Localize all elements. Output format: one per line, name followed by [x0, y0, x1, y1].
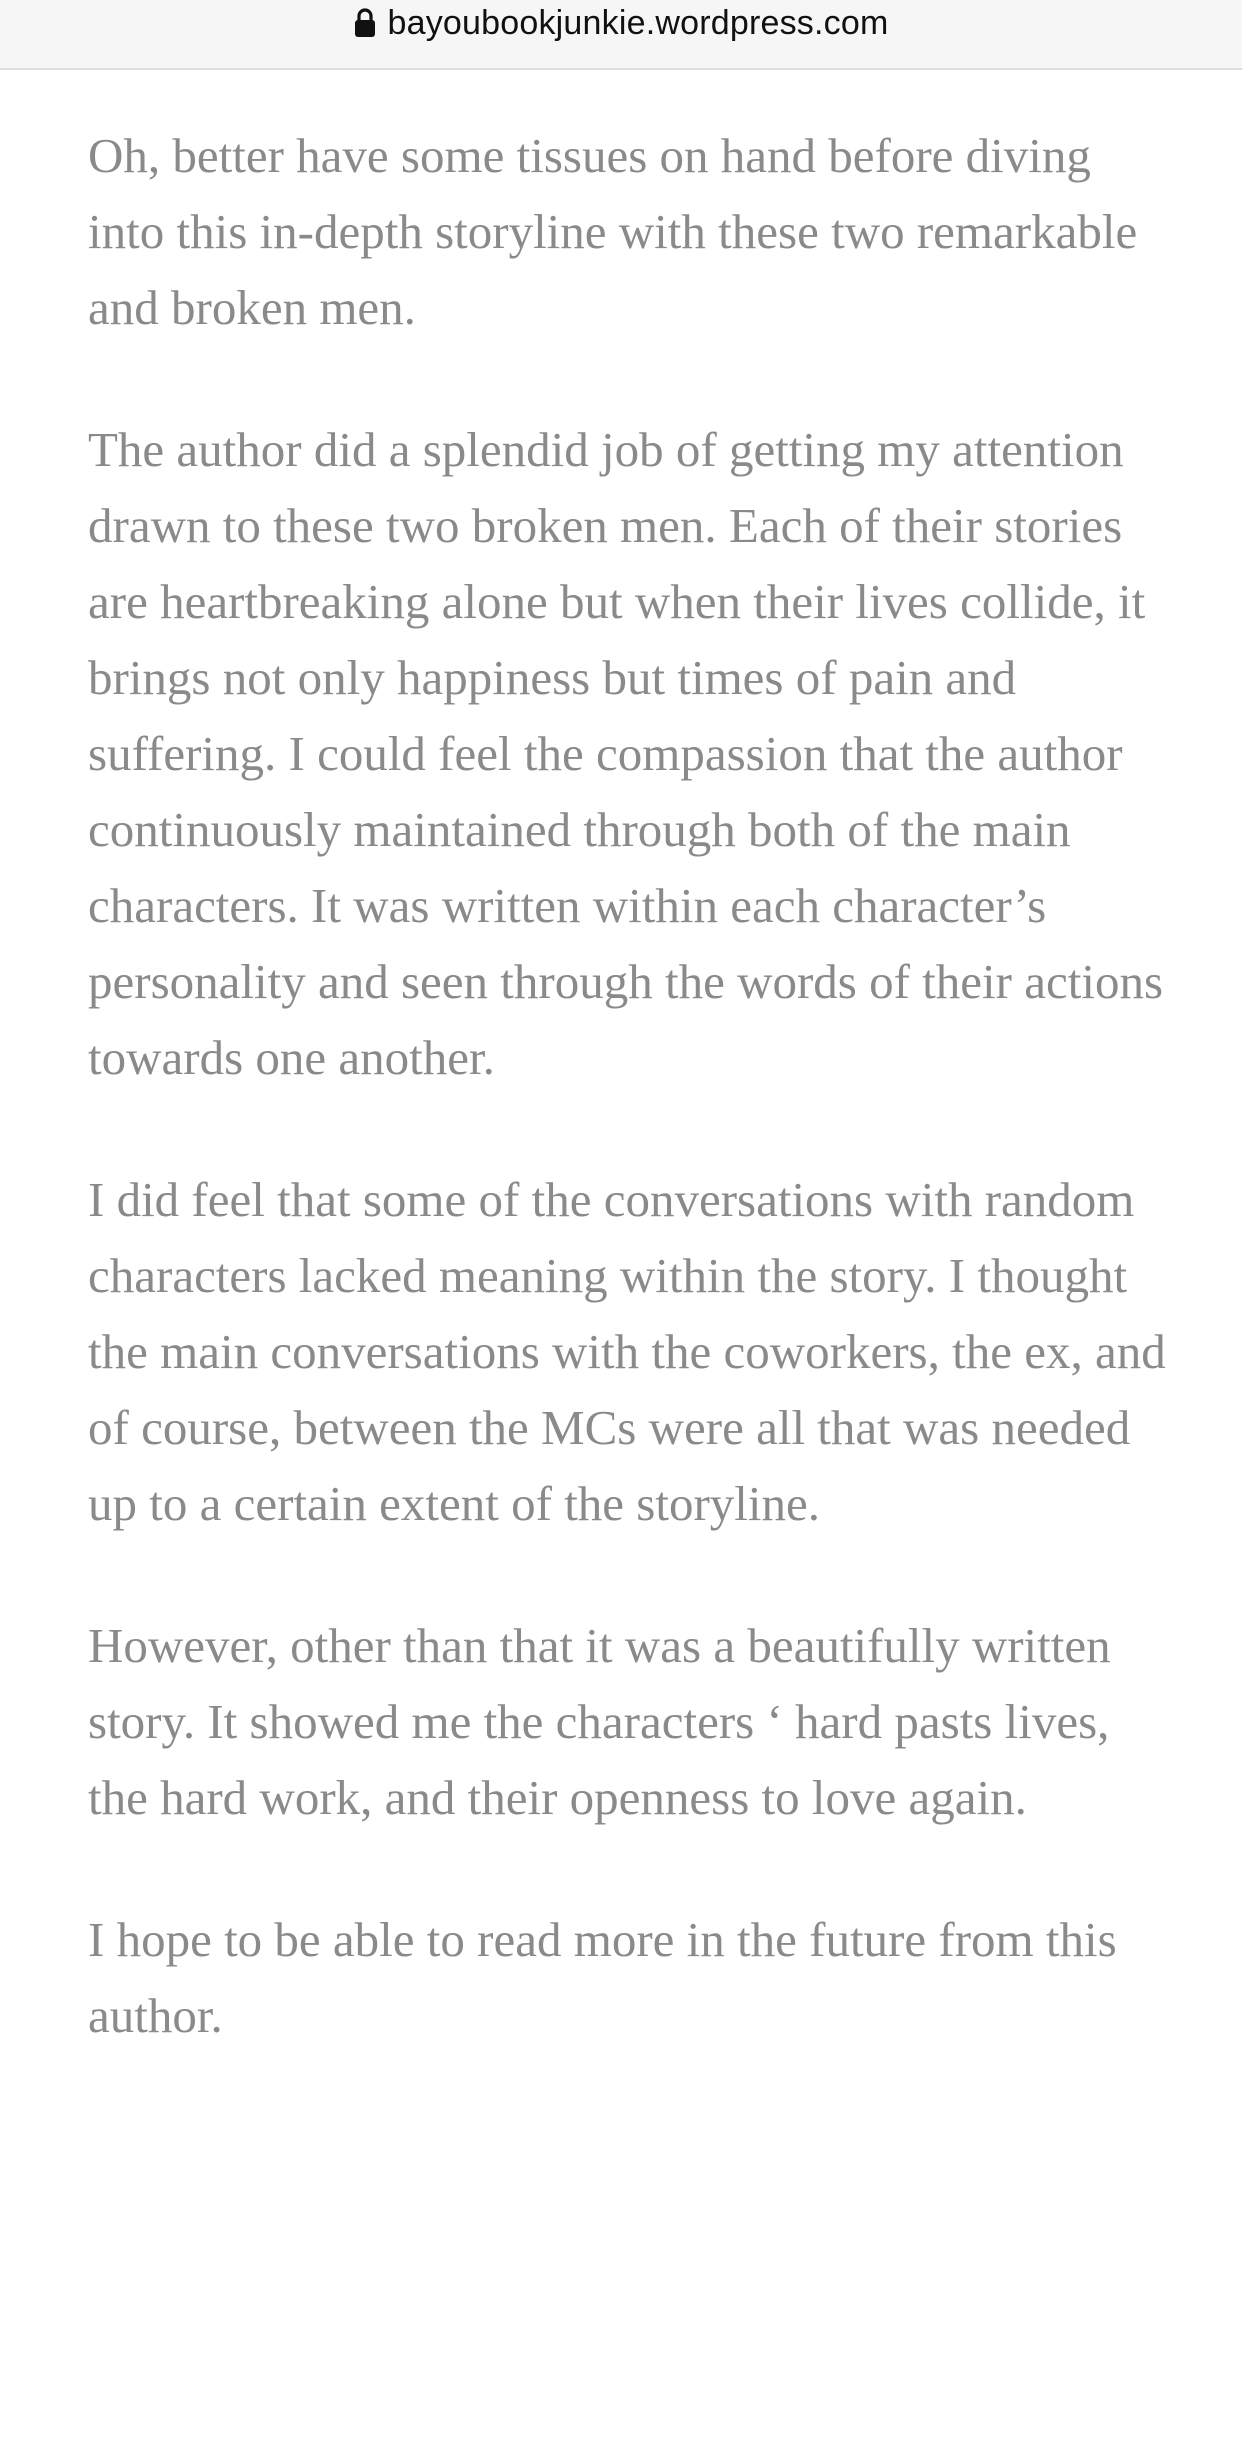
- paragraph-3: I did feel that some of the conversations with random characters lacked meaning within the story. I thought the main conversations with the coworkers, the ex, and of course, between the MCs were all that was needed up to a certain extent of the storyline.: [88, 1172, 1166, 1531]
- paragraph-4: However, other than that it was a beautifully written story. It showed me the characters ‘ hard pasts lives, the hard work, and their openness to love again.: [88, 1618, 1111, 1825]
- paragraph-5: I hope to be able to read more in the future from this author.: [88, 1912, 1117, 2043]
- address-bar-content[interactable]: [354, 4, 889, 43]
- paragraph-1: Oh, better have some tissues on hand before diving into this in-depth storyline with these two remarkable and broken men.: [88, 128, 1138, 335]
- url-text[interactable]: bayoubookjunkie.wordpress.com: [387, 3, 889, 42]
- lock-icon: [354, 8, 376, 38]
- article-body: [88, 118, 1168, 2120]
- browser-address-bar[interactable]: [0, 0, 1242, 70]
- paragraph-2: The author did a splendid job of getting my attention drawn to these two broken men. Each of their stories are heartbreaking alone but when their lives collide, it brings not only happiness but times of pain and suffering. I could feel the compassion that the author continuously maintained through both of the main characters. It was written within each character’s personality and seen through the words of their actions towards one another.: [88, 422, 1164, 1085]
